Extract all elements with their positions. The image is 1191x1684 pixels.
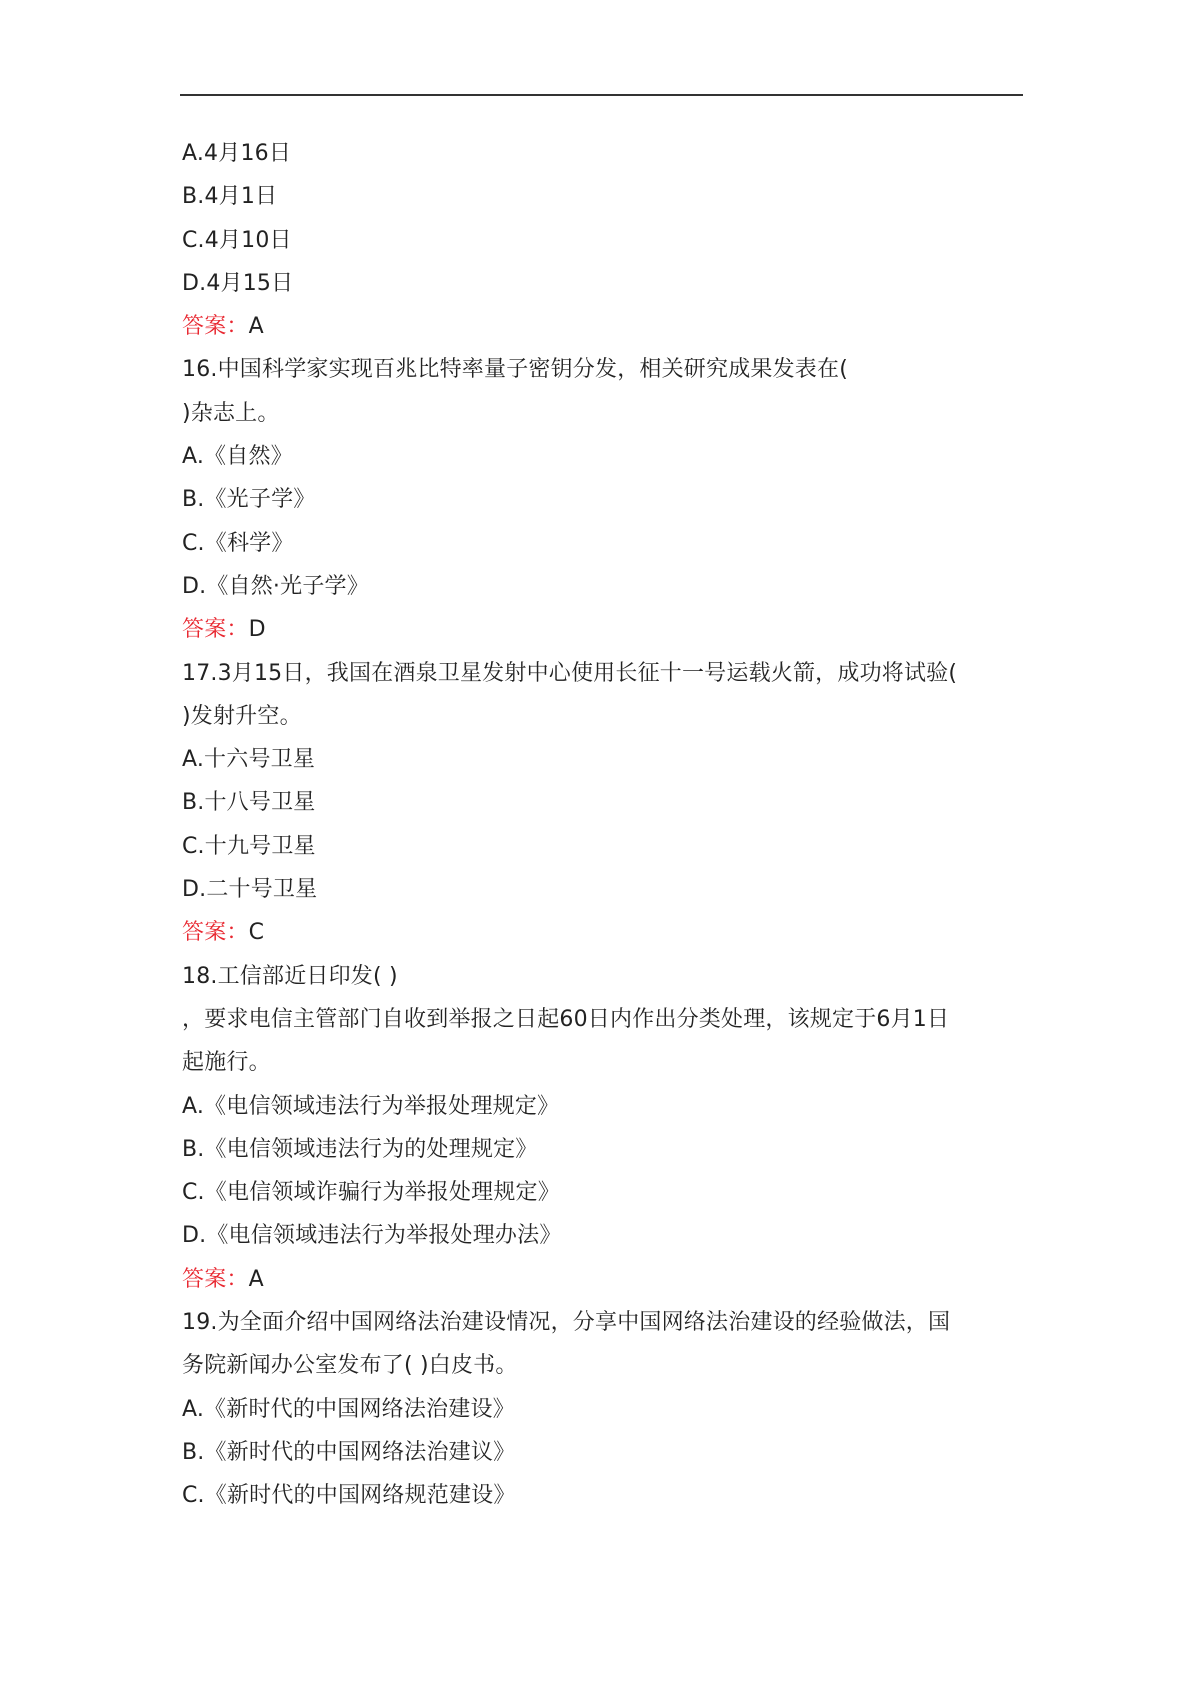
question-stem-cont: )杂志上。 — [182, 400, 280, 426]
question-stem: 19.为全面介绍中国网络法治建设情况，分享中国网络法治建设的经验做法，国 — [182, 1310, 951, 1336]
option-d: D.4月15日 — [182, 270, 294, 296]
answer-line — [182, 911, 1022, 954]
answer-value: D — [248, 617, 266, 643]
option-b: B.《光子学》 — [182, 487, 316, 513]
question-stem-cont: 起施行。 — [182, 1050, 271, 1076]
question-stem-cont: 务院新闻办公室发布了( )白皮书。 — [182, 1353, 518, 1379]
question-stem-cont: )发射升空。 — [182, 703, 302, 729]
answer-value: A — [248, 314, 264, 340]
option-d: D.《电信领域违法行为举报处理办法》 — [182, 1223, 562, 1249]
option-b: B.《电信领域违法行为的处理规定》 — [182, 1136, 538, 1162]
answer-label: 答案： — [182, 314, 249, 340]
answer-label: 答案： — [182, 1266, 249, 1292]
question-stem: 18.工信部近日印发( ) — [182, 963, 398, 989]
option-c: C.《新时代的中国网络规范建设》 — [182, 1483, 516, 1509]
option-c: C.4月10日 — [182, 227, 292, 253]
answer-value: C — [248, 920, 265, 946]
answer-label: 答案： — [182, 617, 249, 643]
question-stem: 16.中国科学家实现百兆比特率量子密钥分发，相关研究成果发表在( — [182, 357, 848, 383]
option-c: C.十九号卫星 — [182, 833, 316, 859]
answer-value: A — [248, 1266, 264, 1292]
option-a: A.《电信领域违法行为举报处理规定》 — [182, 1093, 560, 1119]
option-a: A.4月16日 — [182, 141, 292, 166]
question-stem: 17.3月15日，我国在酒泉卫星发射中心使用长征十一号运载火箭，成功将试验( — [182, 660, 958, 686]
option-b: B.4月1日 — [182, 184, 278, 210]
option-a: A.《新时代的中国网络法治建设》 — [182, 1396, 515, 1422]
answer-label: 答案： — [182, 920, 249, 946]
header-rule — [180, 94, 1023, 96]
document-body — [182, 132, 1022, 1518]
answer-line — [182, 608, 1022, 651]
option-b: B.《新时代的中国网络法治建议》 — [182, 1439, 516, 1465]
option-a: A.《自然》 — [182, 444, 293, 470]
answer-line — [182, 1258, 1022, 1301]
option-b: B.十八号卫星 — [182, 790, 316, 816]
answer-line — [182, 305, 1022, 348]
question-stem-cont: ，要求电信主管部门自收到举报之日起60日内作出分类处理，该规定于6月1日 — [182, 1006, 950, 1032]
option-d: D.《自然·光子学》 — [182, 573, 369, 599]
option-a: A.十六号卫星 — [182, 747, 316, 773]
option-c: C.《科学》 — [182, 530, 294, 556]
option-c: C.《电信领域诈骗行为举报处理规定》 — [182, 1180, 560, 1206]
option-d: D.二十号卫星 — [182, 877, 318, 903]
